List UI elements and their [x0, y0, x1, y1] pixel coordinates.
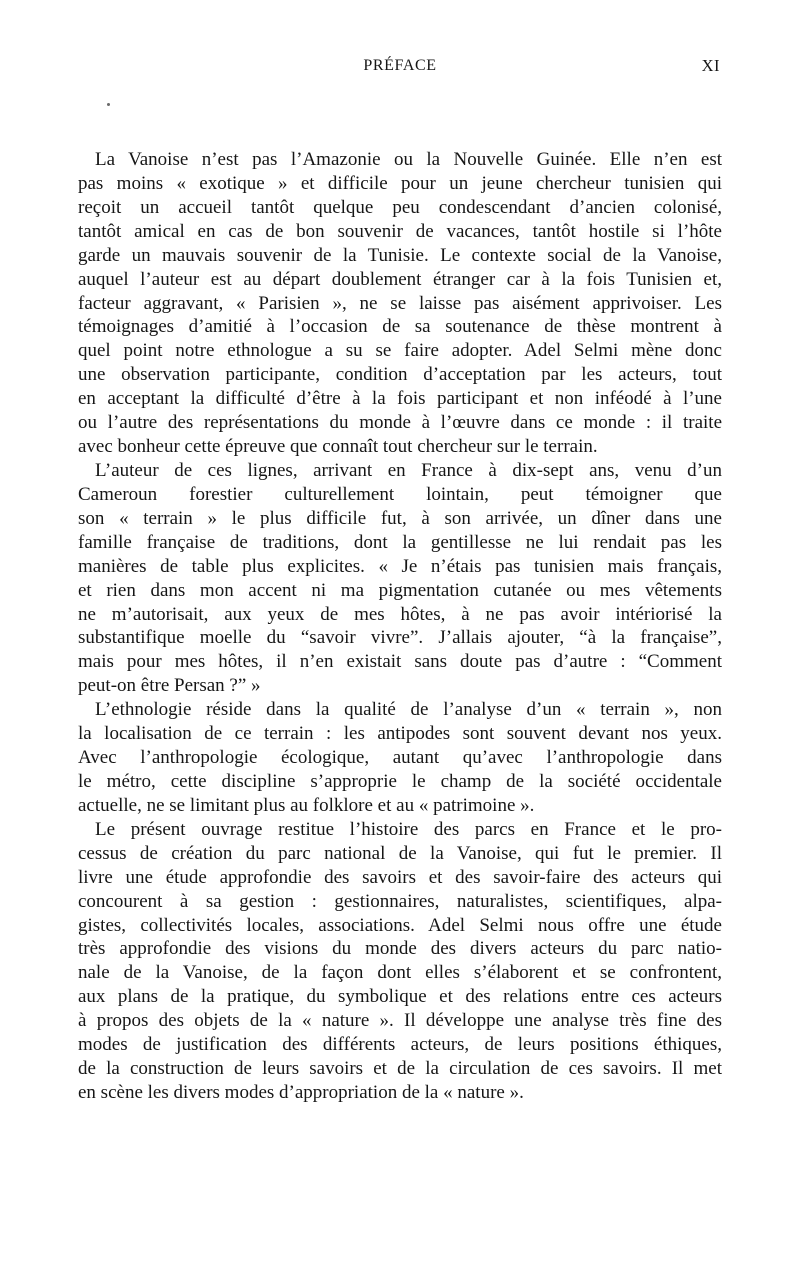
text-line: son « terrain » le plus difficile fut, à son arrivée, un dîner dans une: [78, 507, 722, 529]
text-line: gistes, collectivités locales, associations. Adel Selmi nous offre une étude: [78, 914, 722, 936]
text-line: famille française de traditions, dont la gentillesse ne lui rendait pas les: [78, 531, 722, 553]
text-line: avec bonheur cette épreuve que connaît tout chercheur sur le terrain.: [78, 436, 598, 458]
page-number: XI: [701, 56, 720, 75]
text-line: auquel l’auteur est au départ doublement étranger car à la fois Tunisien et,: [78, 268, 722, 290]
text-line: mais pour mes hôtes, il n’en existait sans doute pas d’autre : “Comment: [78, 651, 722, 673]
text-line: actuelle, ne se limitant plus au folklore et au « patrimoine ».: [78, 794, 535, 816]
text-line: en acceptant la difficulté d’être à la fois participant et non inféodé à l’une: [78, 388, 722, 410]
scan-artifact-dot: [107, 103, 110, 106]
text-line: livre une étude approfondie des savoirs et des savoir-faire des acteurs qui: [78, 866, 722, 888]
text-line: substantifique moelle du “savoir vivre”. J’allais ajouter, “à la française”,: [78, 627, 722, 649]
text-line: à propos des objets de la « nature ». Il développe une analyse très fine des: [78, 1010, 722, 1032]
paragraph: [78, 818, 722, 1105]
paragraph: [78, 459, 722, 698]
text-line: la localisation de ce terrain : les antipodes sont souvent devant nos yeux.: [78, 723, 722, 745]
text-line: Avec l’anthropologie écologique, autant qu’avec l’anthropologie dans: [78, 747, 722, 769]
text-line: et rien dans mon accent ni ma pigmentation cutanée ou mes vêtements: [78, 579, 722, 601]
text-line: tantôt amical en cas de bon souvenir de vacances, tantôt hostile si l’hôte: [78, 220, 722, 242]
text-line: L’auteur de ces lignes, arrivant en France à dix-sept ans, venu d’un: [95, 459, 722, 481]
paragraph: [78, 148, 722, 459]
text-line: reçoit un accueil tantôt quelque peu condescendant d’ancien colonisé,: [78, 196, 722, 218]
text-line: concourent à sa gestion : gestionnaires, naturalistes, scientifiques, alpa-: [78, 890, 722, 912]
text-line: pas moins « exotique » et difficile pour un jeune chercheur tunisien qui: [78, 172, 722, 194]
text-line: cessus de création du parc national de la Vanoise, qui fut le premier. Il: [78, 842, 722, 864]
text-line: nale de la Vanoise, de la façon dont elles s’élaborent et se confrontent,: [78, 962, 722, 984]
page-header: [78, 57, 722, 79]
text-line: Cameroun forestier culturellement lointain, peut témoigner que: [78, 483, 722, 505]
paragraph: [78, 698, 722, 818]
text-line: quel point notre ethnologue a su se faire adopter. Adel Selmi mène donc: [78, 340, 722, 362]
text-line: témoignages d’amitié à l’occasion de sa soutenance de thèse montrent à: [78, 316, 722, 338]
text-line: manières de table plus explicites. « Je n’étais pas tunisien mais français,: [78, 555, 722, 577]
text-line: le métro, cette discipline s’approprie le champ de la société occidentale: [78, 770, 722, 792]
text-line: aux plans de la pratique, du symbolique et des relations entre ces acteurs: [78, 986, 722, 1008]
text-line: en scène les divers modes d’appropriation de la « nature ».: [78, 1081, 524, 1103]
text-line: ne m’autorisait, aux yeux de mes hôtes, à ne pas avoir intériorisé la: [78, 603, 722, 625]
text-line: modes de justification des différents acteurs, de leurs positions éthiques,: [78, 1034, 722, 1056]
preface-text: [78, 148, 722, 1105]
text-line: La Vanoise n’est pas l’Amazonie ou la Nouvelle Guinée. Elle n’en est: [95, 149, 722, 170]
text-line: Le présent ouvrage restitue l’histoire des parcs en France et le pro-: [95, 818, 722, 840]
text-line: garde un mauvais souvenir de la Tunisie. Le contexte social de la Vanoise,: [78, 244, 722, 266]
text-line: de la construction de leurs savoirs et de la circulation de ces savoirs. Il met: [78, 1058, 722, 1080]
text-line: facteur aggravant, « Parisien », ne se laisse pas aisément apprivoiser. Les: [78, 292, 722, 314]
running-title: PRÉFACE: [363, 57, 437, 74]
text-line: L’ethnologie réside dans la qualité de l’analyse d’un « terrain », non: [95, 699, 722, 721]
text-line: une observation participante, condition d’acceptation par les acteurs, tout: [78, 364, 722, 386]
text-line: très approfondie des visions du monde des divers acteurs du parc natio-: [78, 938, 722, 960]
text-line: ou l’autre des représentations du monde à l’œuvre dans ce monde : il traite: [78, 412, 722, 434]
text-line: peut-on être Persan ?” »: [78, 675, 261, 697]
